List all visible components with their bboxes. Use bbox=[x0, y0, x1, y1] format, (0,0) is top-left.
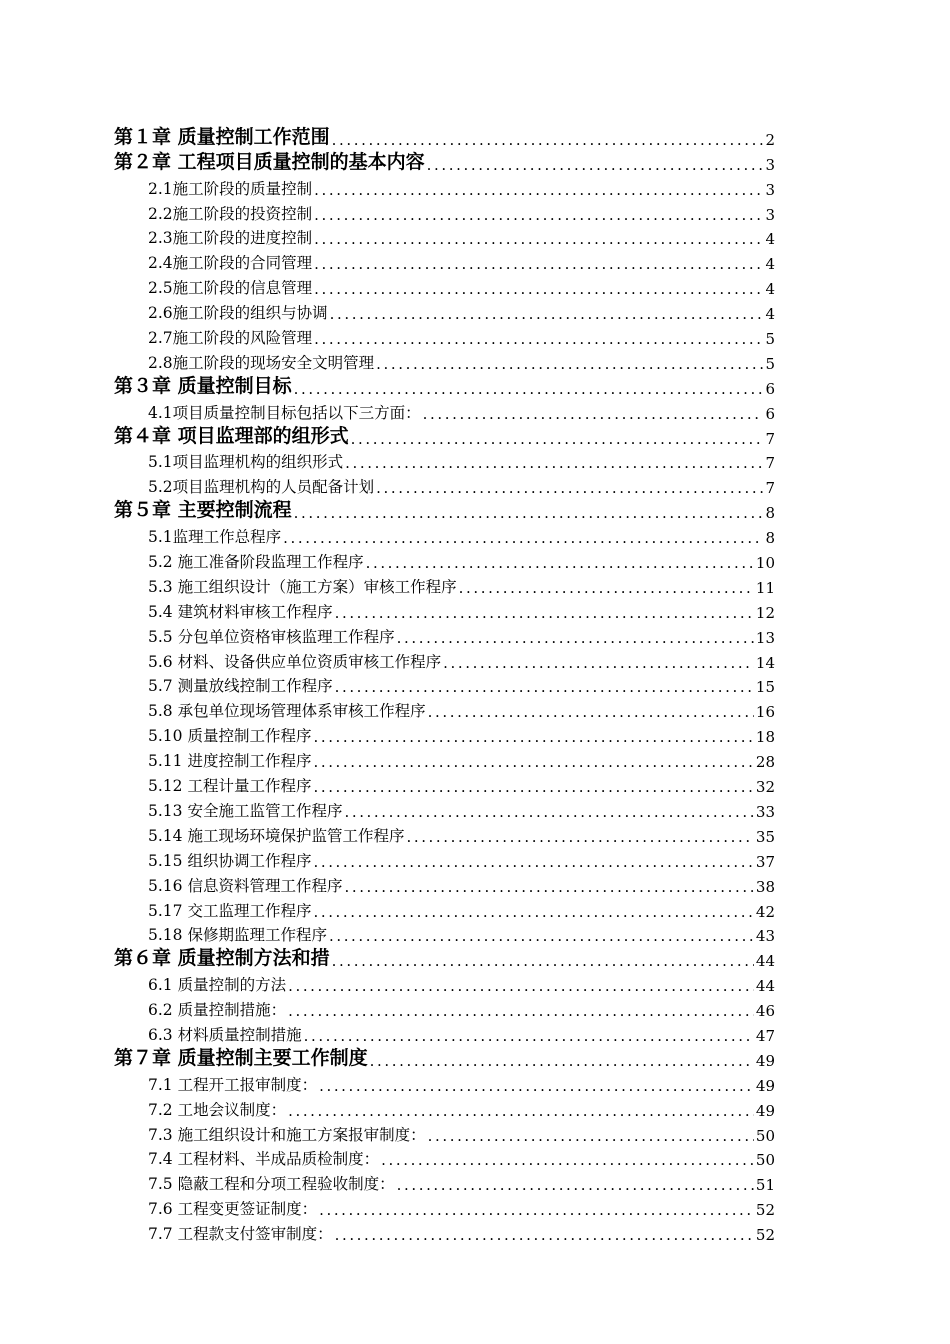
toc-dot-leader bbox=[281, 529, 763, 547]
toc-dot-leader bbox=[311, 853, 753, 871]
toc-chapter-entry[interactable] bbox=[114, 124, 775, 149]
toc-entry-title: 2.3施工阶段的进度控制 bbox=[148, 229, 313, 248]
toc-chapter-entry[interactable] bbox=[114, 149, 775, 174]
toc-dot-leader bbox=[312, 330, 763, 348]
toc-page-number: 50 bbox=[755, 1126, 775, 1145]
toc-dot-leader bbox=[317, 1201, 754, 1219]
toc-page-number: 3 bbox=[765, 180, 775, 199]
toc-page-number: 4 bbox=[765, 280, 775, 299]
toc-entry-title: 5.3 施工组织设计（施工方案）审核工作程序 bbox=[148, 577, 457, 596]
toc-section-entry[interactable] bbox=[114, 746, 775, 771]
toc-dot-leader bbox=[342, 878, 753, 896]
toc-chapter-entry[interactable] bbox=[114, 497, 775, 522]
toc-chapter-entry[interactable] bbox=[114, 945, 775, 970]
table-of-contents bbox=[114, 124, 775, 1244]
toc-entry-title: 7.4 工程材料、半成品质检制度： bbox=[148, 1150, 380, 1169]
toc-dot-leader bbox=[333, 678, 754, 696]
toc-page-number: 52 bbox=[755, 1226, 775, 1245]
toc-page-number: 35 bbox=[755, 827, 775, 846]
toc-dot-leader bbox=[311, 728, 753, 746]
toc-section-entry[interactable] bbox=[114, 721, 775, 746]
toc-chapter-entry[interactable] bbox=[114, 423, 775, 448]
toc-dot-leader bbox=[374, 479, 763, 497]
toc-page-number: 44 bbox=[755, 977, 775, 996]
toc-entry-title: 6.2 质量控制措施： bbox=[148, 1001, 287, 1020]
toc-dot-leader bbox=[312, 181, 763, 199]
toc-section-entry[interactable] bbox=[114, 174, 775, 199]
toc-page-number: 3 bbox=[765, 155, 775, 174]
toc-page-number: 14 bbox=[755, 653, 775, 672]
toc-page-number: 3 bbox=[765, 205, 775, 224]
toc-dot-leader bbox=[395, 1176, 754, 1194]
toc-dot-leader bbox=[379, 1151, 754, 1169]
toc-entry-title: 5.6 材料、设备供应单位资质审核工作程序 bbox=[148, 652, 442, 671]
toc-page-number: 4 bbox=[765, 255, 775, 274]
toc-page-number: 5 bbox=[765, 354, 775, 373]
toc-section-entry[interactable] bbox=[114, 1070, 775, 1095]
toc-page-number: 7 bbox=[765, 479, 775, 498]
toc-dot-leader bbox=[404, 828, 753, 846]
toc-section-entry[interactable] bbox=[114, 1194, 775, 1219]
toc-page-number: 7 bbox=[765, 429, 775, 448]
toc-section-entry[interactable] bbox=[114, 1120, 775, 1145]
toc-entry-title: 6.1 质量控制的方法 bbox=[148, 976, 287, 995]
toc-page-number: 43 bbox=[755, 927, 775, 946]
toc-section-entry[interactable] bbox=[114, 647, 775, 672]
toc-dot-leader bbox=[395, 629, 754, 647]
toc-entry-title: 7.3 施工组织设计和施工方案报审制度： bbox=[148, 1125, 426, 1144]
toc-page-number: 37 bbox=[755, 852, 775, 871]
toc-page-number: 11 bbox=[755, 578, 775, 597]
toc-page-number: 52 bbox=[755, 1201, 775, 1220]
toc-page-number: 15 bbox=[755, 678, 775, 697]
toc-dot-leader bbox=[330, 952, 754, 970]
toc-dot-leader bbox=[312, 280, 763, 298]
toc-page-number: 10 bbox=[755, 554, 775, 573]
toc-entry-title: 2.1施工阶段的质量控制 bbox=[148, 179, 313, 198]
toc-section-entry[interactable] bbox=[114, 871, 775, 896]
toc-page-number: 13 bbox=[755, 628, 775, 647]
toc-section-entry[interactable] bbox=[114, 1169, 775, 1194]
toc-page-number: 7 bbox=[765, 454, 775, 473]
toc-entry-title: 第６章 质量控制方法和措 bbox=[114, 947, 330, 970]
toc-entry-title: 7.7 工程款支付签审制度： bbox=[148, 1225, 333, 1244]
toc-page-number: 8 bbox=[765, 529, 775, 548]
toc-section-entry[interactable] bbox=[114, 1095, 775, 1120]
toc-entry-title: 5.2项目监理机构的人员配备计划 bbox=[148, 478, 375, 497]
toc-entry-title: 7.5 隐蔽工程和分项工程验收制度： bbox=[148, 1175, 395, 1194]
toc-section-entry[interactable] bbox=[114, 448, 775, 473]
toc-dot-leader bbox=[312, 206, 763, 224]
toc-page-number: 18 bbox=[755, 728, 775, 747]
toc-dot-leader bbox=[311, 903, 753, 921]
toc-entry-title: 5.4 建筑材料审核工作程序 bbox=[148, 602, 333, 621]
toc-entry-title: 5.14 施工现场环境保护监管工作程序 bbox=[148, 826, 405, 845]
toc-dot-leader bbox=[333, 604, 754, 622]
toc-dot-leader bbox=[368, 1052, 754, 1070]
toc-page-number: 42 bbox=[755, 902, 775, 921]
toc-entry-title: 5.16 信息资料管理工作程序 bbox=[148, 876, 343, 895]
toc-dot-leader bbox=[333, 1226, 754, 1244]
toc-chapter-entry[interactable] bbox=[114, 1045, 775, 1070]
toc-entry-title: 5.13 安全施工监管工作程序 bbox=[148, 801, 343, 820]
toc-section-entry[interactable] bbox=[114, 821, 775, 846]
toc-dot-leader bbox=[426, 1127, 754, 1145]
toc-section-entry[interactable] bbox=[114, 224, 775, 249]
toc-entry-title: 7.2 工地会议制度： bbox=[148, 1100, 287, 1119]
toc-dot-leader bbox=[374, 355, 763, 373]
toc-section-entry[interactable] bbox=[114, 796, 775, 821]
toc-section-entry[interactable] bbox=[114, 298, 775, 323]
toc-dot-leader bbox=[311, 778, 753, 796]
toc-section-entry[interactable] bbox=[114, 696, 775, 721]
toc-entry-title: 5.12 工程计量工作程序 bbox=[148, 777, 312, 796]
toc-page-number: 28 bbox=[755, 753, 775, 772]
toc-section-entry[interactable] bbox=[114, 522, 775, 547]
toc-dot-leader bbox=[349, 430, 764, 448]
toc-page-number: 2 bbox=[765, 130, 775, 149]
toc-section-entry[interactable] bbox=[114, 896, 775, 921]
toc-chapter-entry[interactable] bbox=[114, 373, 775, 398]
toc-page-number: 8 bbox=[765, 504, 775, 523]
toc-dot-leader bbox=[342, 803, 753, 821]
toc-page-number: 16 bbox=[755, 703, 775, 722]
toc-entry-title: 5.1监理工作总程序 bbox=[148, 528, 282, 547]
toc-section-entry[interactable] bbox=[114, 672, 775, 697]
toc-entry-title: 第５章 主要控制流程 bbox=[114, 499, 292, 522]
toc-section-entry[interactable] bbox=[114, 248, 775, 273]
toc-dot-leader bbox=[286, 1102, 754, 1120]
toc-dot-leader bbox=[426, 703, 754, 721]
toc-page-number: 50 bbox=[755, 1151, 775, 1170]
toc-section-entry[interactable] bbox=[114, 597, 775, 622]
toc-entry-title: 5.2 施工准备阶段监理工作程序 bbox=[148, 553, 364, 572]
toc-section-entry[interactable] bbox=[114, 970, 775, 995]
toc-page-number: 5 bbox=[765, 330, 775, 349]
toc-entry-title: 第３章 质量控制目标 bbox=[114, 374, 292, 397]
toc-entry-title: 2.7施工阶段的风险管理 bbox=[148, 329, 313, 348]
toc-section-entry[interactable] bbox=[114, 199, 775, 224]
toc-section-entry[interactable] bbox=[114, 771, 775, 796]
toc-section-entry[interactable] bbox=[114, 323, 775, 348]
toc-section-entry[interactable] bbox=[114, 348, 775, 373]
toc-entry-title: 5.11 进度控制工作程序 bbox=[148, 752, 312, 771]
toc-page-number: 47 bbox=[755, 1026, 775, 1045]
toc-dot-leader bbox=[286, 1002, 754, 1020]
toc-dot-leader bbox=[312, 255, 763, 273]
toc-dot-leader bbox=[292, 504, 764, 522]
toc-section-entry[interactable] bbox=[114, 273, 775, 298]
toc-dot-leader bbox=[364, 554, 754, 572]
toc-dot-leader bbox=[317, 1077, 754, 1095]
toc-entry-title: 第１章 质量控制工作范围 bbox=[114, 125, 330, 148]
toc-entry-title: 5.1项目监理机构的组织形式 bbox=[148, 453, 344, 472]
toc-entry-title: 2.8施工阶段的现场安全文明管理 bbox=[148, 353, 375, 372]
toc-entry-title: 2.5施工阶段的信息管理 bbox=[148, 279, 313, 298]
toc-page-number: 49 bbox=[755, 1101, 775, 1120]
toc-dot-leader bbox=[441, 654, 754, 672]
toc-entry-title: 5.17 交工监理工作程序 bbox=[148, 901, 312, 920]
toc-section-entry[interactable] bbox=[114, 846, 775, 871]
toc-entry-title: 7.1 工程开工报审制度： bbox=[148, 1075, 318, 1094]
toc-page-number: 33 bbox=[755, 802, 775, 821]
toc-entry-title: 2.4施工阶段的合同管理 bbox=[148, 254, 313, 273]
toc-entry-title: 7.6 工程变更签证制度： bbox=[148, 1200, 318, 1219]
toc-entry-title: 6.3 材料质量控制措施 bbox=[148, 1025, 302, 1044]
toc-section-entry[interactable] bbox=[114, 547, 775, 572]
toc-page-number: 51 bbox=[755, 1176, 775, 1195]
toc-page-number: 38 bbox=[755, 877, 775, 896]
toc-entry-title: 5.8 承包单位现场管理体系审核工作程序 bbox=[148, 702, 426, 721]
toc-section-entry[interactable] bbox=[114, 472, 775, 497]
toc-section-entry[interactable] bbox=[114, 1020, 775, 1045]
toc-page-number: 4 bbox=[765, 230, 775, 249]
toc-dot-leader bbox=[421, 405, 764, 423]
toc-page-number: 49 bbox=[755, 1051, 775, 1070]
toc-page-number: 32 bbox=[755, 778, 775, 797]
toc-dot-leader bbox=[292, 380, 764, 398]
toc-section-entry[interactable] bbox=[114, 398, 775, 423]
toc-entry-title: 5.15 组织协调工作程序 bbox=[148, 851, 312, 870]
toc-page-number: 6 bbox=[765, 379, 775, 398]
toc-entry-title: 第７章 质量控制主要工作制度 bbox=[114, 1046, 368, 1069]
toc-entry-title: 2.2施工阶段的投资控制 bbox=[148, 204, 313, 223]
toc-entry-title: 第２章 工程项目质量控制的基本内容 bbox=[114, 150, 425, 173]
toc-entry-title: 5.18 保修期监理工作程序 bbox=[148, 926, 327, 945]
toc-dot-leader bbox=[457, 579, 754, 597]
toc-dot-leader bbox=[311, 753, 753, 771]
toc-dot-leader bbox=[312, 230, 763, 248]
toc-page-number: 49 bbox=[755, 1076, 775, 1095]
toc-dot-leader bbox=[343, 454, 763, 472]
toc-dot-leader bbox=[328, 305, 764, 323]
toc-section-entry[interactable] bbox=[114, 995, 775, 1020]
toc-dot-leader bbox=[286, 977, 754, 995]
toc-dot-leader bbox=[425, 156, 764, 174]
toc-page-number: 12 bbox=[755, 603, 775, 622]
toc-entry-title: 5.5 分包单位资格审核监理工作程序 bbox=[148, 627, 395, 646]
toc-entry-title: 5.7 测量放线控制工作程序 bbox=[148, 677, 333, 696]
toc-page-number: 4 bbox=[765, 305, 775, 324]
toc-dot-leader bbox=[327, 927, 754, 945]
toc-section-entry[interactable] bbox=[114, 1219, 775, 1244]
toc-page-number: 46 bbox=[755, 1002, 775, 1021]
toc-section-entry[interactable] bbox=[114, 572, 775, 597]
toc-entry-title: 2.6施工阶段的组织与协调 bbox=[148, 304, 328, 323]
toc-entry-title: 4.1项目质量控制目标包括以下三方面： bbox=[148, 403, 421, 422]
toc-page-number: 6 bbox=[765, 404, 775, 423]
toc-entry-title: 5.10 质量控制工作程序 bbox=[148, 727, 312, 746]
toc-page-number: 44 bbox=[755, 952, 775, 971]
toc-section-entry[interactable] bbox=[114, 921, 775, 946]
toc-section-entry[interactable] bbox=[114, 1145, 775, 1170]
toc-entry-title: 第４章 项目监理部的组形式 bbox=[114, 424, 349, 447]
toc-section-entry[interactable] bbox=[114, 622, 775, 647]
toc-dot-leader bbox=[302, 1027, 754, 1045]
